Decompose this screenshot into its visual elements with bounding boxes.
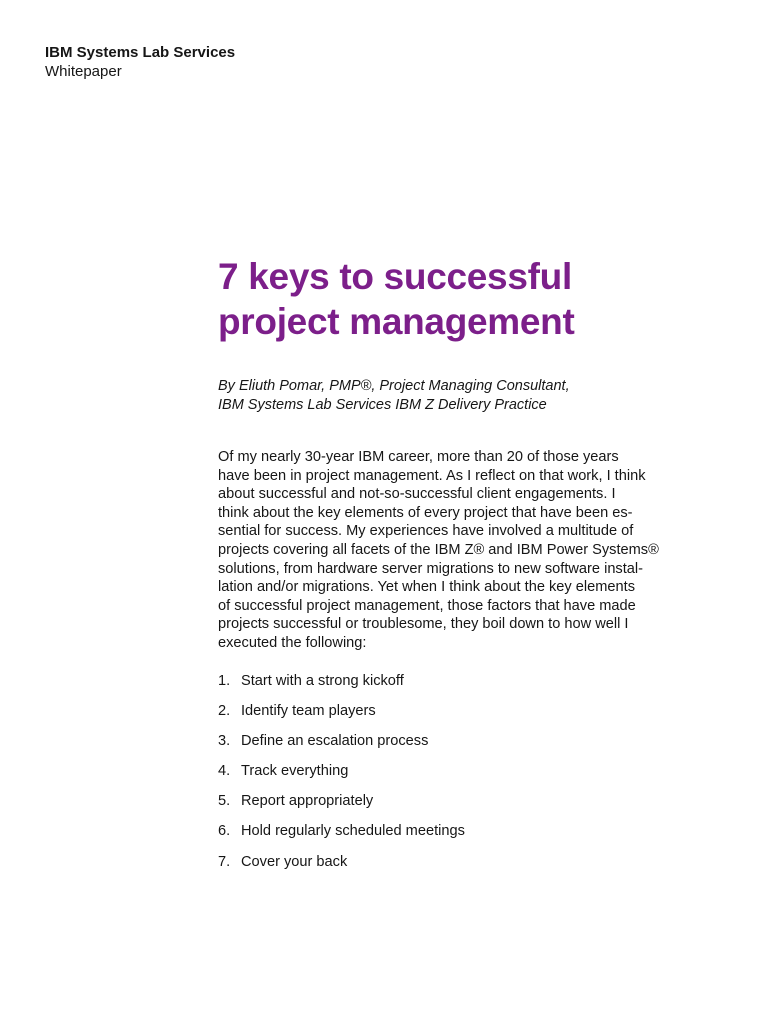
list-item-number: 3. bbox=[218, 732, 231, 749]
intro-line: of successful project management, those factors that have made bbox=[218, 597, 636, 614]
list-item-number: 7. bbox=[218, 853, 231, 870]
main-content bbox=[218, 254, 688, 883]
intro-line: lation and/or migrations. Yet when I think about the key elements bbox=[218, 579, 635, 596]
list-item-number: 6. bbox=[218, 823, 231, 840]
list-item-text: Track everything bbox=[241, 763, 349, 780]
intro-line: solutions, from hardware server migrations to new software instal- bbox=[218, 560, 644, 577]
list-item-number: 5. bbox=[218, 793, 231, 810]
list-item bbox=[218, 762, 688, 792]
list-item-text: Report appropriately bbox=[241, 793, 374, 810]
list-item-number: 4. bbox=[218, 763, 231, 780]
intro-paragraph bbox=[218, 448, 680, 653]
list-item-text: Start with a strong kickoff bbox=[241, 672, 404, 689]
list-item bbox=[218, 822, 688, 852]
list-item-text: Hold regularly scheduled meetings bbox=[241, 823, 465, 840]
intro-line: about successful and not-so-successful client engagements. I bbox=[218, 486, 616, 503]
intro-line: executed the following: bbox=[218, 634, 367, 651]
org-name: IBM Systems Lab Services bbox=[45, 44, 236, 61]
list-item bbox=[218, 702, 688, 732]
title-line-2: project management bbox=[218, 301, 575, 342]
author-byline bbox=[218, 377, 688, 415]
document-header bbox=[45, 43, 235, 81]
byline-line-2: IBM Systems Lab Services IBM Z Delivery Practice bbox=[218, 397, 547, 413]
list-item-text: Cover your back bbox=[241, 853, 348, 870]
list-item bbox=[218, 732, 688, 762]
intro-line: Of my nearly 30-year IBM career, more than 20 of those years bbox=[218, 449, 619, 465]
document-type: Whitepaper bbox=[45, 63, 122, 80]
list-item bbox=[218, 672, 688, 702]
page-title bbox=[218, 254, 688, 344]
keys-list bbox=[218, 672, 688, 883]
list-item bbox=[218, 853, 688, 883]
byline-line-1: By Eliuth Pomar, PMP®, Project Managing Consultant, bbox=[218, 378, 570, 394]
list-item-text: Identify team players bbox=[241, 702, 376, 719]
list-item-text: Define an escalation process bbox=[241, 732, 429, 749]
intro-line: projects successful or troublesome, they boil down to how well I bbox=[218, 616, 629, 633]
title-line-1: 7 keys to successful bbox=[218, 256, 572, 297]
list-item bbox=[218, 792, 688, 822]
intro-line: have been in project management. As I reflect on that work, I think bbox=[218, 467, 646, 484]
list-item-number: 1. bbox=[218, 672, 231, 689]
intro-line: sential for success. My experiences have involved a multitude of bbox=[218, 523, 634, 540]
list-item-number: 2. bbox=[218, 702, 231, 719]
intro-line: projects covering all facets of the IBM Z® and IBM Power Systems® bbox=[218, 541, 659, 558]
intro-line: think about the key elements of every project that have been es- bbox=[218, 504, 633, 521]
